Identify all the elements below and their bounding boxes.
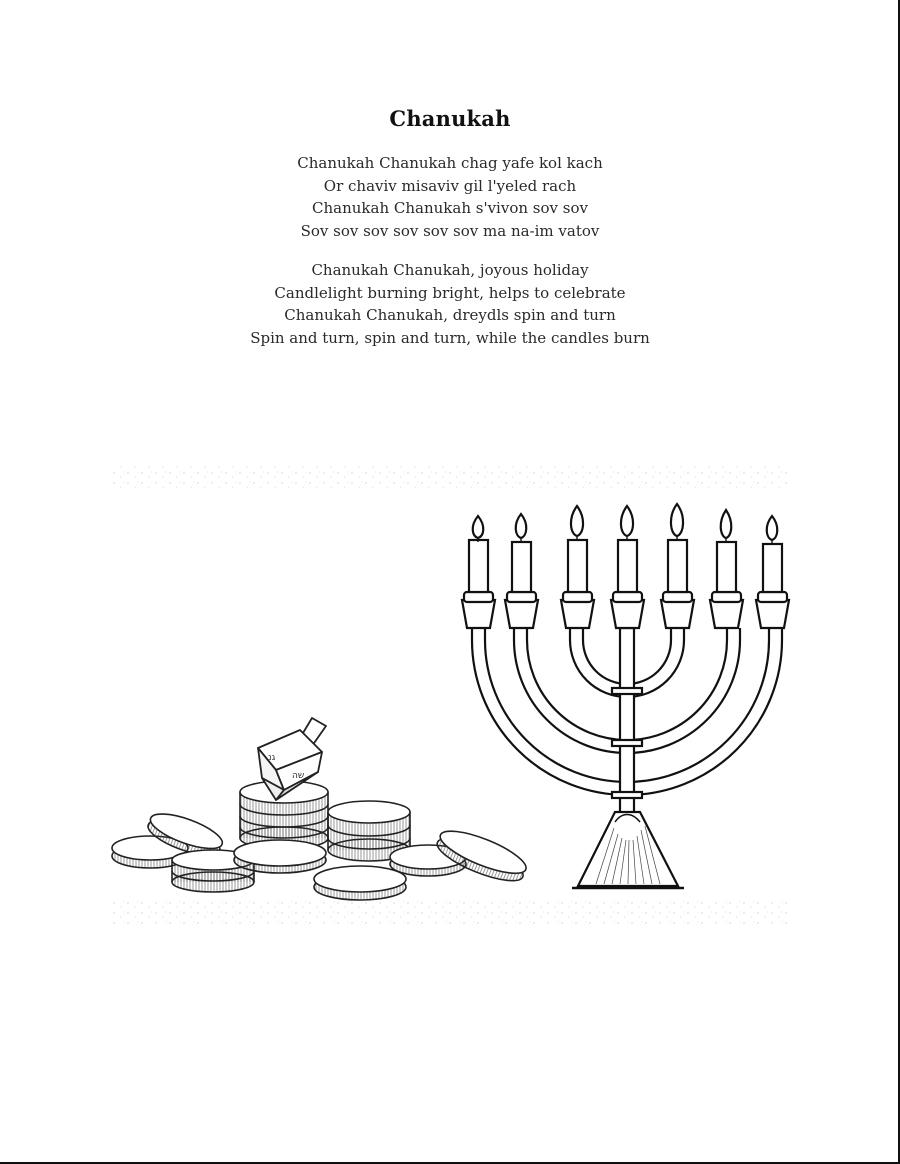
page-title: Chanukah bbox=[389, 106, 511, 131]
svg-text:שה: שה bbox=[292, 771, 305, 781]
verse-line: Chanukah Chanukah s'vivon sov sov bbox=[312, 199, 588, 217]
verse-line: Or chaviv misaviv gil l'yeled rach bbox=[323, 176, 577, 195]
speckle-band-bottom bbox=[112, 900, 792, 926]
verse-line: Chanukah Chanukah chag yafe kol kach bbox=[297, 154, 603, 172]
candle-5 bbox=[661, 504, 694, 628]
verse-line: Spin and turn, spin and turn, while the candles burn bbox=[250, 328, 650, 347]
candle-2 bbox=[505, 514, 538, 628]
menorah-icon bbox=[462, 504, 789, 888]
verse-line: Candlelight burning bright, helps to celebrate bbox=[274, 283, 626, 302]
gelt-coins-icon bbox=[112, 781, 531, 900]
svg-text:גנ: גנ bbox=[268, 753, 276, 763]
candle-1 bbox=[462, 516, 495, 628]
speckle-band-top bbox=[112, 466, 792, 492]
candle-6 bbox=[710, 510, 743, 628]
candle-3 bbox=[561, 506, 594, 628]
candle-7 bbox=[756, 516, 789, 628]
candle-4 bbox=[611, 506, 644, 628]
verse-line: Sov sov sov sov sov sov ma na-im vatov bbox=[300, 221, 600, 240]
verse-line: Chanukah Chanukah, joyous holiday bbox=[311, 261, 589, 279]
verse-line: Chanukah Chanukah, dreydls spin and turn bbox=[284, 306, 616, 324]
